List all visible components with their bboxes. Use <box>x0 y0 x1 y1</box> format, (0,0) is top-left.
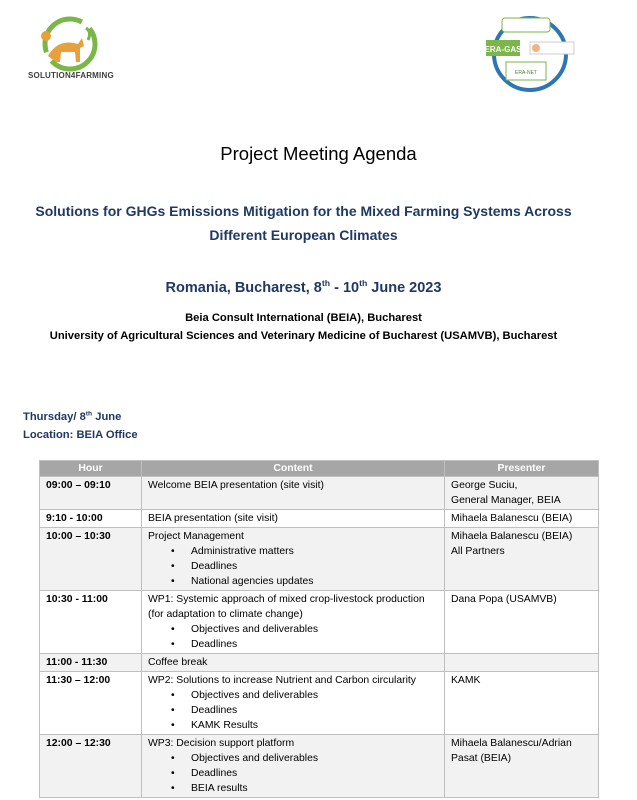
row-hour: 10:00 – 10:30 <box>40 528 142 591</box>
row-hour: 10:30 - 11:00 <box>40 591 142 654</box>
era-gas-logo <box>480 12 580 94</box>
row-content <box>142 672 445 735</box>
list-item: • Objectives and deliverables <box>191 622 438 637</box>
header-hour: Hour <box>40 461 142 477</box>
list-item: • Deadlines <box>191 559 438 574</box>
table-row <box>40 591 599 654</box>
presenter-line: Mihaela Balanescu (BEIA) <box>451 531 573 542</box>
agenda-table <box>39 460 599 798</box>
meeting-location-date: Romania, Bucharest, 8th - 10th June 2023 <box>165 278 442 296</box>
list-item: • Deadlines <box>191 703 438 718</box>
agenda-body <box>40 477 599 798</box>
row-content-title: WP2: Solutions to increase Nutrient and Carbon circularity <box>148 675 416 686</box>
list-item: • Objectives and deliverables <box>191 751 438 766</box>
list-item: • BEIA results <box>191 781 438 796</box>
row-content <box>142 735 445 798</box>
header-presenter: Presenter <box>445 461 599 477</box>
row-presenter <box>445 591 599 654</box>
row-content-title: BEIA presentation (site visit) <box>148 513 278 524</box>
presenter-line: Mihaela Balanescu/Adrian <box>451 738 572 749</box>
list-item: • Administrative matters <box>191 544 438 559</box>
list-item: • Deadlines <box>191 766 438 781</box>
row-hour: 11:30 – 12:00 <box>40 672 142 735</box>
row-content-title: WP1: Systemic approach of mixed crop-livestock production (for adaptation to climate change) <box>148 594 425 620</box>
table-row <box>40 477 599 510</box>
row-bullets <box>148 751 438 796</box>
table-row <box>40 654 599 672</box>
row-presenter <box>445 735 599 798</box>
day-location: Location: BEIA Office <box>23 429 138 441</box>
row-presenter <box>445 477 599 510</box>
era-net-text: ERA-NET <box>515 70 537 76</box>
row-presenter <box>445 528 599 591</box>
row-bullets <box>148 622 438 652</box>
row-content <box>142 591 445 654</box>
list-item: • Deadlines <box>191 637 438 652</box>
list-item: • National agencies updates <box>191 574 438 589</box>
row-content <box>142 654 445 672</box>
presenter-line: General Manager, BEIA <box>451 495 561 506</box>
row-hour: 12:00 – 12:30 <box>40 735 142 798</box>
era-gas-text: ERA-GAS <box>484 45 522 54</box>
logo-left-text: SOLUTION4FARMING <box>28 71 114 80</box>
day-heading <box>23 408 138 444</box>
table-row <box>40 735 599 798</box>
row-hour: 09:00 – 09:10 <box>40 477 142 510</box>
list-item: • KAMK Results <box>191 718 438 733</box>
header-content: Content <box>142 461 445 477</box>
presenter-line: KAMK <box>451 675 481 686</box>
presenter-line: Pasat (BEIA) <box>451 753 512 764</box>
org-usamvb: University of Agricultural Sciences and Veterinary Medicine of Bucharest (USAMVB), Bucharest <box>49 330 558 342</box>
day-date: Thursday/ 8th June <box>23 410 122 423</box>
table-row <box>40 510 599 528</box>
row-content-title: Project Management <box>148 531 244 542</box>
presenter-line: George Suciu, <box>451 480 518 491</box>
row-content <box>142 477 445 510</box>
organizations <box>0 309 607 345</box>
row-content-title: WP3: Decision support platform <box>148 738 295 749</box>
project-subtitle <box>0 199 607 247</box>
org-beia: Beia Consult International (BEIA), Bucharest <box>185 312 422 324</box>
row-content <box>142 510 445 528</box>
row-content <box>142 528 445 591</box>
row-bullets <box>148 544 438 589</box>
subtitle-line-2: Different European Climates <box>209 227 398 243</box>
subtitle-line-1: Solutions for GHGs Emissions Mitigation for the Mixed Farming Systems Across <box>35 203 572 219</box>
table-row <box>40 672 599 735</box>
presenter-line: All Partners <box>451 546 505 557</box>
row-hour: 9:10 - 10:00 <box>40 510 142 528</box>
presenter-line: Dana Popa (USAMVB) <box>451 594 557 605</box>
table-row <box>40 528 599 591</box>
page-title: Project Meeting Agenda <box>220 143 417 164</box>
row-presenter <box>445 672 599 735</box>
row-presenter <box>445 510 599 528</box>
row-hour: 11:00 - 11:30 <box>40 654 142 672</box>
row-content-title: Welcome BEIA presentation (site visit) <box>148 480 324 491</box>
list-item: • Objectives and deliverables <box>191 688 438 703</box>
agenda-header-row <box>40 461 599 477</box>
row-content-title: Coffee break <box>148 657 208 668</box>
row-bullets <box>148 688 438 733</box>
row-presenter <box>445 654 599 672</box>
presenter-line: Mihaela Balanescu (BEIA) <box>451 513 573 524</box>
